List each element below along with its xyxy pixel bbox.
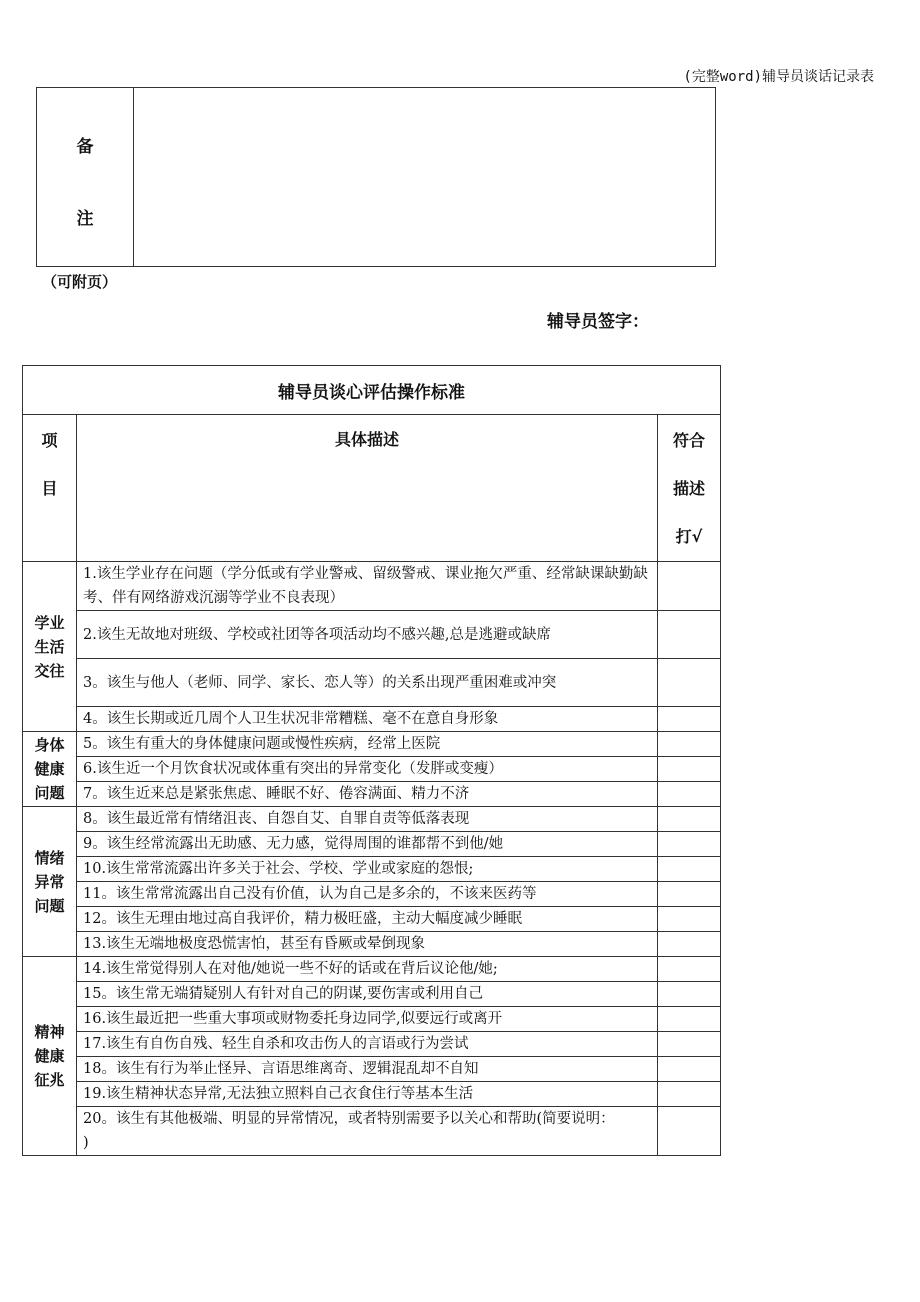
check-cell-6[interactable] [658, 757, 721, 782]
check-cell-3[interactable] [658, 659, 721, 707]
criteria-item-6: 6.该生近一个月饮食状况或体重有突出的异常变化（发胖或变瘦） [77, 757, 658, 782]
category-line: 身体 [34, 736, 65, 754]
document-header-title: (完整word)辅导员谈话记录表 [683, 69, 874, 85]
remarks-label [37, 88, 134, 266]
category-line: 学业 [34, 613, 65, 632]
category-line: 问题 [34, 784, 65, 802]
category-line: 交往 [34, 661, 65, 680]
check-cell-8[interactable] [658, 807, 721, 832]
check-cell-11[interactable] [658, 882, 721, 907]
category-line: 异常 [34, 872, 65, 891]
remarks-content-area[interactable] [134, 88, 715, 266]
category-mental-health [23, 957, 77, 1156]
check-cell-19[interactable] [658, 1082, 721, 1107]
check-cell-13[interactable] [658, 932, 721, 957]
check-cell-2[interactable] [658, 611, 721, 659]
category-physical-health [23, 732, 77, 807]
criteria-item-5: 5。该生有重大的身体健康问题或慢性疾病，经常上医院 [77, 732, 658, 757]
check-cell-15[interactable] [658, 982, 721, 1007]
category-emotional [23, 807, 77, 957]
header-mark-line-2: 描述 [673, 479, 706, 498]
check-cell-7[interactable] [658, 782, 721, 807]
check-cell-16[interactable] [658, 1007, 721, 1032]
criteria-item-16: 16.该生最近把一些重大事项或财物委托身边同学,似要远行或离开 [77, 1007, 658, 1032]
category-line: 健康 [34, 1047, 65, 1065]
category-line: 健康 [34, 760, 65, 778]
check-cell-4[interactable] [658, 707, 721, 732]
criteria-item-14: 14.该生常觉得别人在对他/她说一些不好的话或在背后议论他/她; [77, 957, 658, 982]
check-cell-17[interactable] [658, 1032, 721, 1057]
criteria-item-11: 11。该生常常流露出自己没有价值，认为自己是多余的，不该来医药等 [77, 882, 658, 907]
criteria-item-2: 2.该生无故地对班级、学校或社团等各项活动均不感兴趣,总是逃避或缺席 [77, 611, 658, 659]
category-line: 情绪 [34, 848, 65, 867]
criteria-item-10: 10.该生常常流露出许多关于社会、学校、学业或家庭的怨恨; [77, 857, 658, 882]
check-cell-1[interactable] [658, 562, 721, 611]
category-line: 生活 [34, 637, 65, 656]
check-cell-5[interactable] [658, 732, 721, 757]
category-line: 精神 [34, 1023, 65, 1041]
attach-note: （可附页） [42, 273, 118, 291]
remarks-label-char-1: 备 [76, 137, 94, 157]
criteria-item-15: 15。该生常无端猜疑别人有针对自己的阴谋,要伤害或利用自己 [77, 982, 658, 1007]
header-checkmark [658, 415, 721, 562]
criteria-item-3: 3。该生与他人（老师、同学、家长、恋人等）的关系出现严重困难或冲突 [77, 659, 658, 707]
check-cell-12[interactable] [658, 907, 721, 932]
criteria-item-9: 9。该生经常流露出无助感、无力感，觉得周围的谁都帮不到他/她 [77, 832, 658, 857]
criteria-item-4: 4。该生长期或近几周个人卫生状况非常糟糕、毫不在意自身形象 [77, 707, 658, 732]
criteria-item-19: 19.该生精神状态异常,无法独立照料自己衣食住行等基本生活 [77, 1082, 658, 1107]
header-mark-line-3: 打√ [675, 527, 703, 546]
header-mark-line-1: 符合 [673, 431, 706, 450]
remarks-box [36, 87, 716, 267]
criteria-item-7: 7。该生近来总是紧张焦虑、睡眠不好、倦容满面、精力不济 [77, 782, 658, 807]
check-cell-14[interactable] [658, 957, 721, 982]
header-project [23, 415, 77, 562]
signature-label: 辅导员签字： [547, 312, 649, 332]
remarks-label-char-2: 注 [76, 209, 94, 229]
check-cell-9[interactable] [658, 832, 721, 857]
header-project-line-1: 项 [41, 431, 58, 450]
header-project-line-2: 目 [41, 479, 58, 498]
criteria-item-8: 8。该生最近常有情绪沮丧、自怨自艾、自罪自责等低落表现 [77, 807, 658, 832]
category-line: 征兆 [34, 1071, 65, 1089]
criteria-item-13: 13.该生无端地极度恐慌害怕，甚至有昏厥或晕倒现象 [77, 932, 658, 957]
check-cell-10[interactable] [658, 857, 721, 882]
criteria-item-1: 1.该生学业存在问题（学分低或有学业警戒、留级警戒、课业拖欠严重、经常缺课缺勤缺考、伴有网络游戏沉溺等学业不良表现） [77, 562, 658, 611]
category-academic [23, 562, 77, 732]
check-cell-18[interactable] [658, 1057, 721, 1082]
category-line: 问题 [34, 896, 65, 915]
criteria-item-17: 17.该生有自伤自残、轻生自杀和攻击伤人的言语或行为尝试 [77, 1032, 658, 1057]
evaluation-criteria-table [22, 365, 855, 1156]
criteria-item-12: 12。该生无理由地过高自我评价，精力极旺盛，主动大幅度减少睡眠 [77, 907, 658, 932]
criteria-item-20: 20。该生有其他极端、明显的异常情况，或者特别需要予以关心和帮助(简要说明： ) [77, 1107, 658, 1156]
table-title: 辅导员谈心评估操作标准 [23, 366, 721, 415]
header-description: 具体描述 [77, 415, 658, 562]
criteria-item-18: 18。该生有行为举止怪异、言语思维离奇、逻辑混乱却不自知 [77, 1057, 658, 1082]
